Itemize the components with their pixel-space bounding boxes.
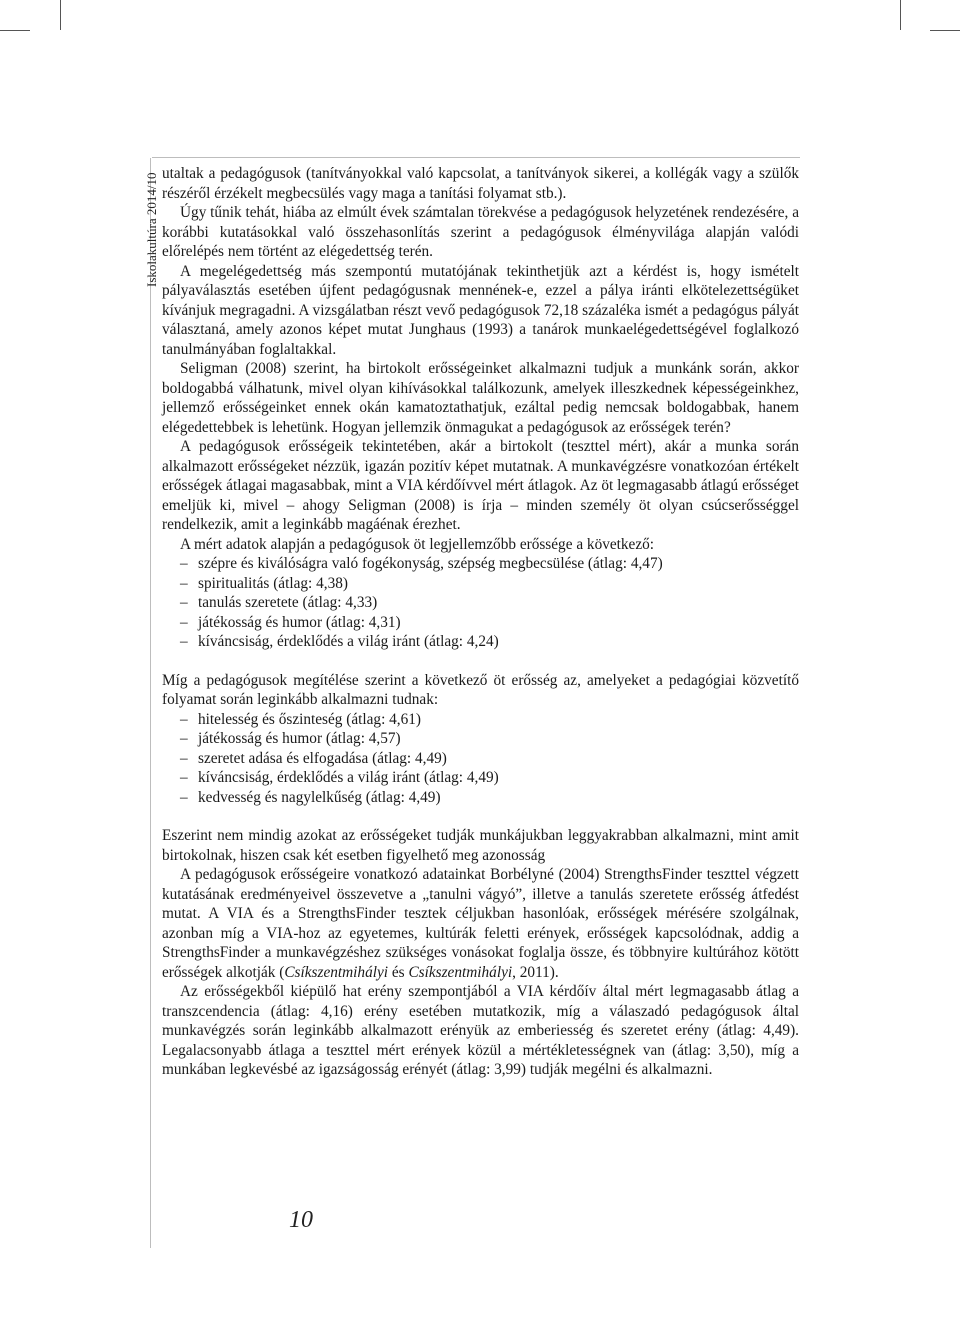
paragraph: A pedagógusok erősségeik tekintetében, akár a birtokolt (teszttel mért), akár a munka során alkalmazott erősségeket nézzük, igazán pozitív képet mutatnak. A munkavégzésre vonatkozóan értékelt erősségek átlagai magasabbak, mint a VIA kérdőívvel mért átlagok. Az öt legmagasabb átlagú erősséget emeljük ki, mivel – ahogy Seligman (2008) is írja – minden személy öt olyan csúcserősséggel rendelkezik, amit a leginkább magáénak érezhet.	[162, 438, 799, 533]
strengths-list-measured	[162, 554, 799, 652]
paragraph: Úgy tűnik tehát, hiába az elmúlt évek számtalan törekvése a pedagógusok helyzetének rendezésére, a korábbi kutatásokkal való összehasonlítás szerint a pedagógusok élményvilága alapján valódi előrelépés nem történt az elégedettség terén.	[162, 204, 799, 260]
paragraph: Míg a pedagógusok megítélése szerint a következő öt erősség az, amelyeket a pedagógiai közvetítő folyamat során leginkább alkalmazni tudnak:	[162, 671, 799, 708]
paragraph-text: és	[388, 963, 409, 981]
list-item: – spiritualitás (átlag: 4,38)	[162, 574, 799, 594]
strengths-list-applied	[162, 710, 799, 808]
crop-mark	[0, 30, 30, 31]
header-rule	[152, 157, 800, 158]
list-item: – hitelesség és őszinteség (átlag: 4,61)	[162, 710, 799, 730]
crop-mark	[930, 30, 960, 31]
list-item: – tanulás szeretete (átlag: 4,33)	[162, 593, 799, 613]
paragraph: A mért adatok alapján a pedagógusok öt legjellemzőbb erőssége a következő:	[180, 535, 655, 553]
paragraph: A megelégedettség más szempontú mutatójának tekinthetjük azt a kérdést is, hogy ismételt pályaválasztás esetében újfent pedagógusnak mennének-e, ezzel a pálya iránti elkötelezettségüket kívánjuk megragadni. A vizsgálatban részt vevő pedagógusok 72,18 százaléka ismét a pedagógus pályát választaná, amely azonos képet mutat Junghaus (1993) a tanárok munkaelégedettségével foglalkozó tanulmányában foglaltakkal.	[162, 262, 799, 358]
paragraph-text: A pedagógusok erősségeire vonatkozó adatainkat Borbélyné (2004) StrengthsFinder teszttel végzett kutatásának eredményeivel összevetve a „tanulni vágyó”, illetve a tanulás szeretete erősség átfedést mutat. A VIA és a StrengthsFinder tesztek céljukban hasonlóak, erősségek mérésére szolgálnak, azonban míg a VIA-hoz az egyetemes, kultúrák feletti erények, erősségek kapcsolódnak, addig a StrengthsFinder a munkavégzéshez szükséges vonásokat foglalja össze, és többnyire kultúrához kötött erősségek alkotják (	[162, 866, 799, 981]
crop-mark	[900, 0, 901, 30]
list-item: – szépre és kiválóságra való fogékonyság, szépség megbecsülése (átlag: 4,47)	[162, 554, 799, 574]
crop-mark	[60, 0, 61, 30]
list-item: – kíváncsiság, érdeklődés a világ iránt (átlag: 4,24)	[162, 632, 799, 652]
citation-author: Csíkszentmihályi	[284, 963, 389, 981]
list-item: – kedvesség és nagylelkűség (átlag: 4,49)	[162, 788, 799, 808]
paragraph: Eszerint nem mindig azokat az erősségeket tudják munkájukban leggyakrabban alkalmazni, mint amit birtokolnak, hiszen csak két esetben figyelhető meg azonosság	[162, 827, 799, 864]
paragraph: utaltak a pedagógusok (tanítványokkal való kapcsolat, a tanítványok sikerei, a kollégák vagy a szülők részéről érzékelt megbecsülés vagy maga a tanítási folyamat stb.).	[162, 165, 799, 202]
paragraph-text: , 2011).	[512, 963, 559, 981]
paragraph: Az erősségekből kiépülő hat erény szempontjából a VIA kérdőív által mért legmagasabb átlag a transzcendencia (átlag: 4,16) erény esetében mutatkozik, míg a válaszadó pedagógusok által munkavégzés során leginkább alkalmazott erényük az emberiesség és szeretet erény (átlag: 4,49). Legalacsonyabb átlaga a teszttel mért erények közül a mértékletességnek van (átlag: 3,50), míg a munkában legkevésbé az igazságosság erényét (átlag: 3,99) tudják megélni és alkalmazni.	[162, 983, 799, 1078]
citation-author: Csíkszentmihályi	[408, 963, 513, 981]
body-text	[162, 164, 799, 1080]
page-number: 10	[289, 1207, 313, 1233]
list-item: – játékosság és humor (átlag: 4,57)	[162, 729, 799, 749]
list-item: – játékosság és humor (átlag: 4,31)	[162, 613, 799, 633]
list-item: – kíváncsiság, érdeklődés a világ iránt (átlag: 4,49)	[162, 768, 799, 788]
list-item: – szeretet adása és elfogadása (átlag: 4,49)	[162, 749, 799, 769]
paragraph: Seligman (2008) szerint, ha birtokolt erősségeinket alkalmazni tudjuk a munkánk során, akkor boldogabbá válhatunk, mivel olyan kihívásokkal találkozunk, amelyek illeszkednek képességeinkhez, jellemző erősségeinket ennek okán kamatoztathatjuk, ezáltal pedig nemcsak boldogabbak, hanem elégedettebbek is lehetünk. Hogyan jellemzik önmagukat a pedagógusok az erősségek terén?	[162, 360, 799, 436]
paragraph	[162, 865, 799, 982]
running-head: Iskolakultúra 2014/10	[144, 172, 159, 287]
margin-rule-vertical	[150, 158, 151, 1248]
